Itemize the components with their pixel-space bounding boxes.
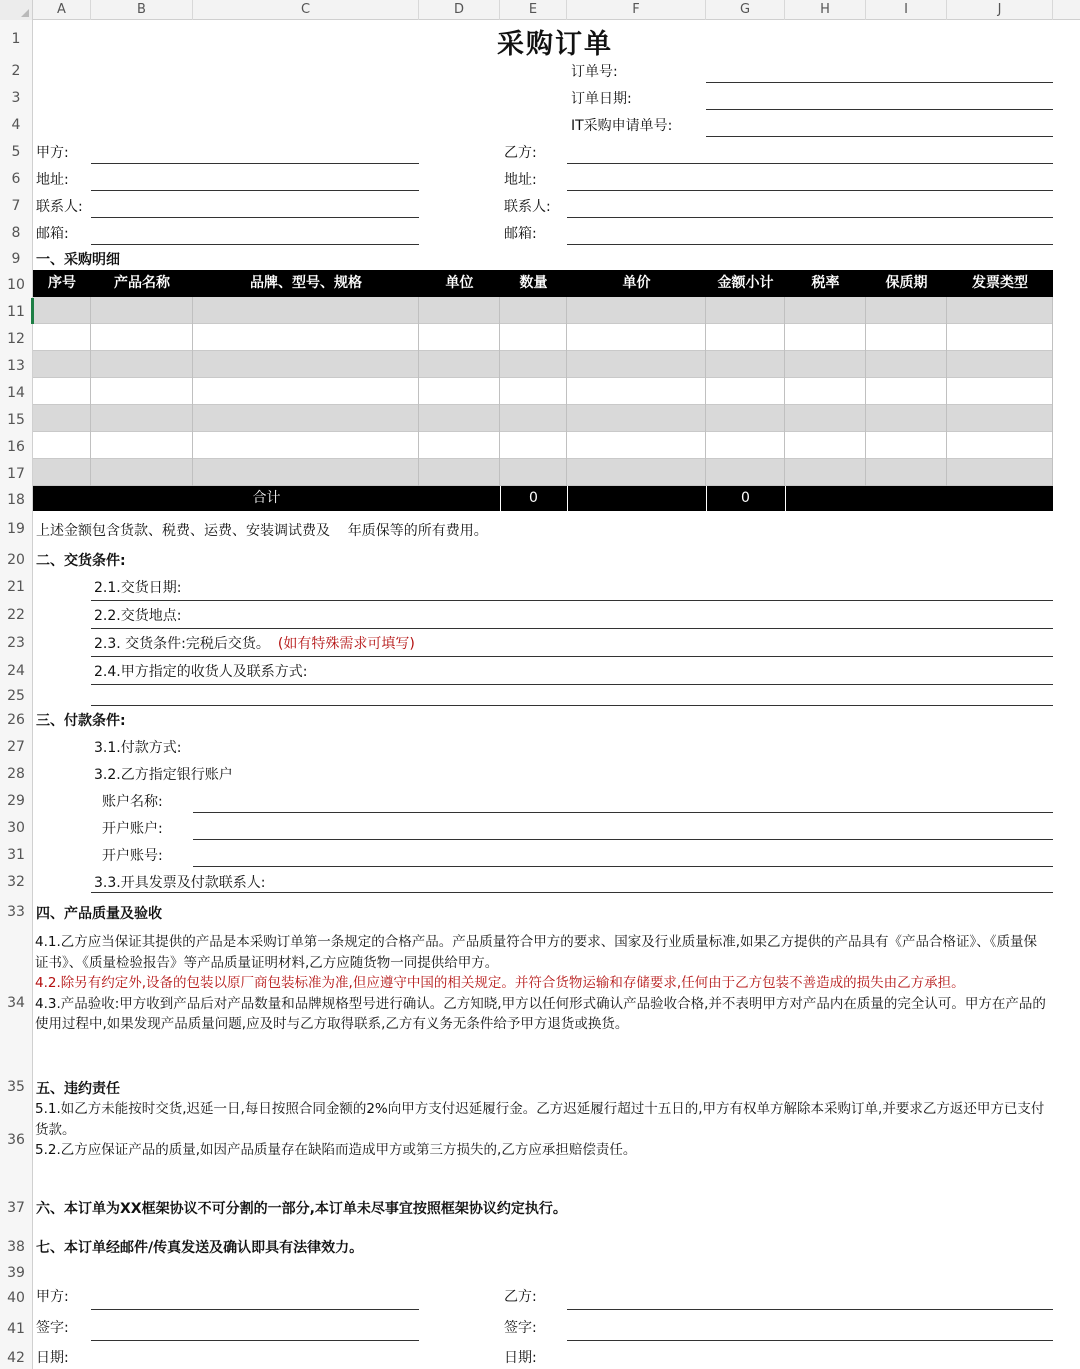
row-header[interactable]: 6: [11, 171, 21, 187]
date-b-label: 日期:: [504, 1350, 537, 1366]
column-header-h[interactable]: H: [785, 0, 866, 20]
bank-account-title: 3.2.乙方指定银行账户: [94, 767, 233, 783]
section7-title: 七、本订单经邮件/传真发送及确认即具有法律效力。: [36, 1240, 364, 1256]
date-a-label: 日期:: [36, 1350, 69, 1366]
row-header[interactable]: 40: [7, 1290, 25, 1306]
column-header-j[interactable]: J: [947, 0, 1053, 20]
sign-b-label: 签字:: [504, 1320, 537, 1336]
column-header-b[interactable]: B: [91, 0, 193, 20]
section1-title: 一、采购明细: [36, 252, 120, 268]
party-a-address-field[interactable]: [91, 190, 419, 191]
section6-title: 六、本订单为XX框架协议不可分割的一部分,本订单未尽事宜按照框架协议约定执行。: [36, 1201, 567, 1217]
liability-clause-2: 5.2.乙方应保证产品的质量,如因产品质量存在缺陷而造成甲方或第三方损失的,乙方应承担赔偿责任。: [35, 1142, 637, 1158]
section2-title: 二、交货条件:: [36, 553, 126, 569]
column-header-d[interactable]: D: [419, 0, 500, 20]
party-a-email-field[interactable]: [91, 244, 419, 245]
row-header[interactable]: 9: [11, 251, 21, 267]
row-header-bar: [0, 20, 33, 1369]
table-header-cell: 金额小计: [717, 275, 774, 291]
consignee-label: 2.4.甲方指定的收货人及联系方式:: [94, 664, 308, 680]
table-header-cell: 保质期: [885, 275, 928, 291]
row-header[interactable]: 8: [11, 225, 21, 241]
party-a-name-label: 甲方:: [36, 145, 69, 161]
account-name-label: 账户名称:: [102, 794, 163, 810]
column-header-g[interactable]: G: [706, 0, 785, 20]
payment-method-label: 3.1.付款方式:: [94, 740, 182, 756]
column-header-c[interactable]: C: [193, 0, 419, 20]
row-header[interactable]: 37: [7, 1200, 25, 1216]
quality-clause-1: 4.1.乙方应当保证其提供的产品是本采购订单第一条规定的合格产品。产品质量符合甲方的要求、国家及行业质量标准,如果乙方提供的产品具有《产品合格证》、《质量保证书》、《质量检验报告》等产品质量证明材料,乙方应随货物一同提供给甲方。: [35, 934, 1038, 971]
delivery-terms-field[interactable]: [91, 656, 1053, 657]
row-header[interactable]: 35: [7, 1079, 25, 1095]
order-no-label: 订单号:: [571, 64, 618, 80]
party-b-email-field[interactable]: [567, 244, 1053, 245]
opening-account-field[interactable]: [193, 839, 1053, 840]
active-cell-marker: [31, 298, 34, 324]
row-header[interactable]: 12: [7, 331, 25, 347]
column-header-f[interactable]: F: [567, 0, 706, 20]
total-label: 合计: [252, 490, 281, 506]
row-header[interactable]: 36: [7, 1132, 25, 1148]
delivery-place-field[interactable]: [91, 628, 1053, 629]
table-row[interactable]: [33, 459, 1053, 486]
table-header-cell: 发票类型: [972, 275, 1028, 291]
row-header[interactable]: 26: [7, 712, 25, 728]
signature-party-a-field[interactable]: [91, 1309, 419, 1310]
sign-b-field[interactable]: [567, 1340, 1053, 1341]
row-header[interactable]: 3: [11, 90, 21, 106]
quality-clause-2: 4.2.除另有约定外,设备的包装以原厂商包装标准为准,但应遵守中国的相关规定。并符合货物运输和存储要求,任何由于乙方包装不善造成的损失由乙方承担。: [35, 975, 965, 991]
row-header[interactable]: 13: [7, 358, 25, 374]
column-header-bar: [0, 0, 1080, 20]
delivery-terms-note: (如有特殊需求可填写): [277, 636, 415, 652]
party-b-contact-label: 联系人:: [504, 199, 551, 215]
table-row[interactable]: [33, 351, 1053, 378]
total-amount: 0: [741, 490, 750, 506]
order-no-field[interactable]: [706, 82, 1053, 83]
delivery-date-field[interactable]: [91, 600, 1053, 601]
party-b-name-label: 乙方:: [504, 145, 537, 161]
row-header[interactable]: 14: [7, 385, 25, 401]
row-header[interactable]: 38: [7, 1239, 25, 1255]
table-row[interactable]: [33, 324, 1053, 351]
opening-account-label: 开户账户:: [102, 821, 163, 837]
section4-title: 四、产品质量及验收: [36, 906, 162, 922]
table-row[interactable]: [33, 297, 1053, 324]
row-header[interactable]: 7: [11, 198, 21, 214]
party-b-address-label: 地址:: [504, 172, 537, 188]
row-header[interactable]: 16: [7, 439, 25, 455]
row-header[interactable]: 20: [7, 552, 25, 568]
row-header[interactable]: 23: [7, 635, 25, 651]
row-header[interactable]: 24: [7, 663, 25, 679]
signature-party-b-label: 乙方:: [504, 1289, 537, 1305]
row-header[interactable]: 22: [7, 607, 25, 623]
total-quantity: 0: [529, 490, 538, 506]
column-header-i[interactable]: I: [866, 0, 947, 20]
delivery-place-label: 2.2.交货地点:: [94, 608, 182, 624]
section3-title: 三、付款条件:: [36, 713, 126, 729]
column-header-e[interactable]: E: [500, 0, 567, 20]
section5-title: 五、违约责任: [36, 1081, 120, 1097]
row-header[interactable]: 29: [7, 793, 25, 809]
row-header[interactable]: 31: [7, 847, 25, 863]
table-header-cell: 单价: [622, 275, 651, 291]
party-b-name-field[interactable]: [567, 163, 1053, 164]
row-header[interactable]: 10: [7, 277, 25, 293]
row-header[interactable]: 25: [7, 688, 25, 704]
sign-a-field[interactable]: [91, 1340, 419, 1341]
section4-paragraphs: [35, 932, 1047, 1035]
page-title: 采购订单: [497, 29, 613, 60]
row-header[interactable]: 1: [11, 31, 21, 47]
delivery-terms-row: [94, 633, 415, 653]
table-row[interactable]: [33, 378, 1053, 405]
row-header[interactable]: 33: [7, 904, 25, 920]
consignee-field-extra[interactable]: [91, 705, 1053, 706]
table-header-cell: 单位: [445, 275, 474, 291]
row-header[interactable]: 34: [7, 995, 25, 1011]
row-header[interactable]: 41: [7, 1321, 25, 1337]
row-header[interactable]: 11: [7, 304, 25, 320]
table-header-cell: 序号: [48, 275, 76, 291]
row-header[interactable]: 27: [7, 739, 25, 755]
it-request-field[interactable]: [706, 136, 1053, 137]
invoice-contact-field[interactable]: [91, 892, 1053, 893]
table-total-row: [33, 486, 1053, 511]
table-header-cell: 税率: [811, 275, 840, 291]
consignee-field[interactable]: [91, 684, 1053, 685]
select-all-corner[interactable]: [0, 0, 33, 20]
party-b-email-label: 邮箱:: [504, 226, 537, 242]
section5-paragraphs: [35, 1099, 1047, 1161]
party-a-contact-label: 联系人:: [36, 199, 83, 215]
row-header[interactable]: 28: [7, 766, 25, 782]
delivery-date-label: 2.1.交货日期:: [94, 580, 182, 596]
table-row[interactable]: [33, 432, 1053, 459]
table-header-cell: 品牌、型号、规格: [250, 275, 362, 291]
row-header[interactable]: 30: [7, 820, 25, 836]
party-a-address-label: 地址:: [36, 172, 69, 188]
signature-party-b-field[interactable]: [567, 1309, 1053, 1310]
party-a-name-field[interactable]: [91, 163, 419, 164]
party-a-email-label: 邮箱:: [36, 226, 69, 242]
account-number-field[interactable]: [193, 866, 1053, 867]
delivery-terms-label: 2.3. 交货条件:完税后交货。: [94, 636, 270, 652]
row-header[interactable]: 2: [11, 63, 21, 79]
table-header: [33, 270, 1053, 297]
row-header[interactable]: 15: [7, 412, 25, 428]
party-a-contact-field[interactable]: [91, 217, 419, 218]
table-row[interactable]: [33, 405, 1053, 432]
sign-a-label: 签字:: [36, 1320, 69, 1336]
it-request-label: IT采购申请单号:: [571, 118, 673, 134]
row-header[interactable]: 17: [7, 466, 25, 482]
order-date-field[interactable]: [706, 109, 1053, 110]
account-name-field[interactable]: [193, 812, 1053, 813]
order-date-label: 订单日期:: [571, 91, 632, 107]
column-header-a[interactable]: A: [33, 0, 91, 20]
row-header[interactable]: 4: [11, 117, 21, 133]
table-header-cell: 产品名称: [114, 275, 170, 291]
account-number-label: 开户账号:: [102, 848, 163, 864]
row-header[interactable]: 32: [7, 874, 25, 890]
party-b-address-field[interactable]: [567, 190, 1053, 191]
row-header[interactable]: 42: [7, 1350, 25, 1366]
row-header[interactable]: 19: [7, 521, 25, 537]
row-header[interactable]: 5: [11, 144, 21, 160]
row-header[interactable]: 18: [7, 492, 25, 508]
quality-clause-3: 4.3.产品验收:甲方收到产品后对产品数量和品牌规格型号进行确认。乙方知晓,甲方以任何形式确认产品验收合格,并不表明甲方对产品内在质量的完全认可。甲方在产品的使用过程中,如果发现产品质量问题,应及时与乙方取得联系,乙方有义务无条件给予甲方退货或换货。: [35, 995, 1046, 1032]
invoice-contact-label: 3.3.开具发票及付款联系人:: [94, 875, 266, 891]
party-b-contact-field[interactable]: [567, 217, 1053, 218]
signature-party-a-label: 甲方:: [36, 1289, 69, 1305]
liability-clause-1: 5.1.如乙方未能按时交货,迟延一日,每日按照合同金额的2%向甲方支付迟延履行金。乙方迟延履行超过十五日的,甲方有权单方解除本采购订单,并要求乙方返还甲方已支付货款。: [35, 1101, 1045, 1138]
row-header[interactable]: 21: [7, 579, 25, 595]
table-header-cell: 数量: [519, 275, 548, 291]
price-note: 上述金额包含货款、税费、运费、安装调试费及 年质保等的所有费用。: [36, 523, 488, 539]
row-header[interactable]: 39: [7, 1265, 25, 1281]
